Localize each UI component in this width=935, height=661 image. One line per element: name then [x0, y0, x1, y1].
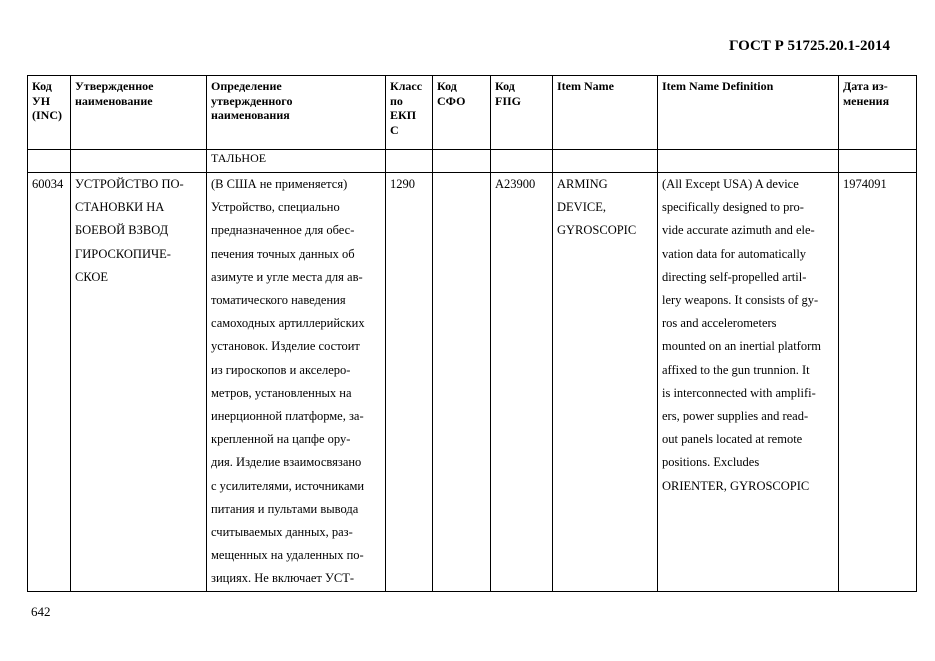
text-line: инерционной платформе, за- [211, 409, 364, 424]
text-line: mounted on an inertial platform [662, 339, 821, 354]
text-line: БОЕВОЙ ВЗВОД [75, 223, 169, 238]
header-item-name [553, 76, 658, 150]
text-line: мещенных на удаленных по- [211, 548, 364, 563]
text-line: specifically designed to pro- [662, 200, 804, 215]
text-line: DEVICE, [557, 200, 606, 215]
cell-change-date: 1974091 [839, 173, 917, 592]
text-line: менения [843, 93, 890, 108]
text-line: (All Except USA) A device [662, 177, 799, 191]
text-line: (INC) [32, 108, 62, 122]
text-line: affixed to the gun trunnion. It [662, 362, 810, 377]
text-line: Утвержденное [75, 79, 154, 93]
text-line: vation data for automatically [662, 246, 807, 261]
cell-item-name [553, 173, 658, 592]
text-line: метров, установленных на [211, 385, 352, 400]
text-line: азимуте и угле места для ав- [211, 269, 363, 284]
header-change-date [839, 76, 917, 150]
text-line: зициях. Не включает УСТ- [211, 571, 354, 586]
cell-sfo [433, 173, 491, 592]
text-line: (В США не применяется) [211, 177, 348, 191]
text-line: Код [437, 79, 457, 93]
text-line: directing self-propelled artil- [662, 269, 807, 284]
text-line: Item Name [557, 79, 614, 93]
text-line: Устройство, специально [211, 200, 340, 215]
header-class-ekps [386, 76, 433, 150]
text-line: установок. Изделие состоит [211, 339, 360, 354]
text-line: ARMING [557, 177, 608, 191]
text-line: питания и пультами вывода [211, 501, 359, 516]
text-line: Дата из- [843, 79, 888, 93]
text-line: СТАНОВКИ НА [75, 200, 165, 215]
text-line: томатического наведения [211, 293, 346, 308]
text-line: УСТРОЙСТВО ПО- [75, 177, 184, 191]
table-row [28, 173, 917, 592]
text-line: утвержденного [211, 93, 293, 108]
text-line: GYROSCOPIC [557, 223, 637, 238]
standard-code: ГОСТ Р 51725.20.1-2014 [728, 38, 890, 54]
text-line: наименование [75, 93, 153, 108]
header-item-name-definition [658, 76, 839, 150]
text-line: СФО [437, 93, 466, 108]
text-line: ГИРОСКОПИЧЕ- [75, 246, 171, 261]
text-line: out panels located at remote [662, 432, 803, 447]
text-line: ros and accelerometers [662, 316, 777, 331]
text-line: наименования [211, 108, 290, 122]
cell-approved-name [71, 173, 207, 592]
header-approved-name [71, 76, 207, 150]
text-line: по [390, 93, 403, 108]
table-header-row [28, 76, 917, 150]
text-line: Класс [390, 79, 423, 93]
header-fiig [491, 76, 553, 150]
cell-class-ekps: 1290 [386, 173, 433, 592]
nomenclature-table [27, 75, 917, 592]
definition-continuation: ТАЛЬНОЕ [207, 150, 386, 173]
text-line: СКОЕ [75, 269, 109, 284]
continuation-row [28, 150, 917, 173]
text-line: vide accurate azimuth and ele- [662, 223, 815, 238]
text-line: печения точных данных об [211, 246, 355, 261]
text-line: считываемых данных, раз- [211, 525, 353, 540]
text-line: Item Name Definition [662, 79, 774, 93]
header-sfo [433, 76, 491, 150]
text-line: самоходных артиллерийских [211, 316, 365, 331]
text-line: УН [32, 93, 51, 108]
cell-inc: 60034 [28, 173, 71, 592]
text-line: Определение [211, 79, 282, 93]
text-line: Код [32, 79, 52, 93]
text-line: FIIG [495, 93, 522, 108]
header-inc [28, 76, 71, 150]
text-line: из гироскопов и акселеро- [211, 362, 351, 377]
text-line: ЕКП [390, 108, 417, 122]
header-definition [207, 76, 386, 150]
cell-item-name-definition [658, 173, 839, 592]
text-line: с усилителями, источниками [211, 478, 365, 493]
text-line: С [390, 122, 399, 137]
text-line: lery weapons. It consists of gy- [662, 293, 819, 308]
cell-fiig: A23900 [491, 173, 553, 592]
page-number: 642 [31, 604, 51, 619]
text-line: Код [495, 79, 515, 93]
text-line: is interconnected with amplifi- [662, 385, 816, 400]
text-line: ORIENTER, GYROSCOPIC [662, 478, 810, 493]
text-line: крепленной на цапфе ору- [211, 432, 351, 447]
cell-definition [207, 173, 386, 592]
text-line: ers, power supplies and read- [662, 409, 809, 424]
text-line: дия. Изделие взаимосвязано [211, 455, 362, 470]
text-line: positions. Excludes [662, 455, 760, 470]
text-line: предназначенное для обес- [211, 223, 355, 238]
